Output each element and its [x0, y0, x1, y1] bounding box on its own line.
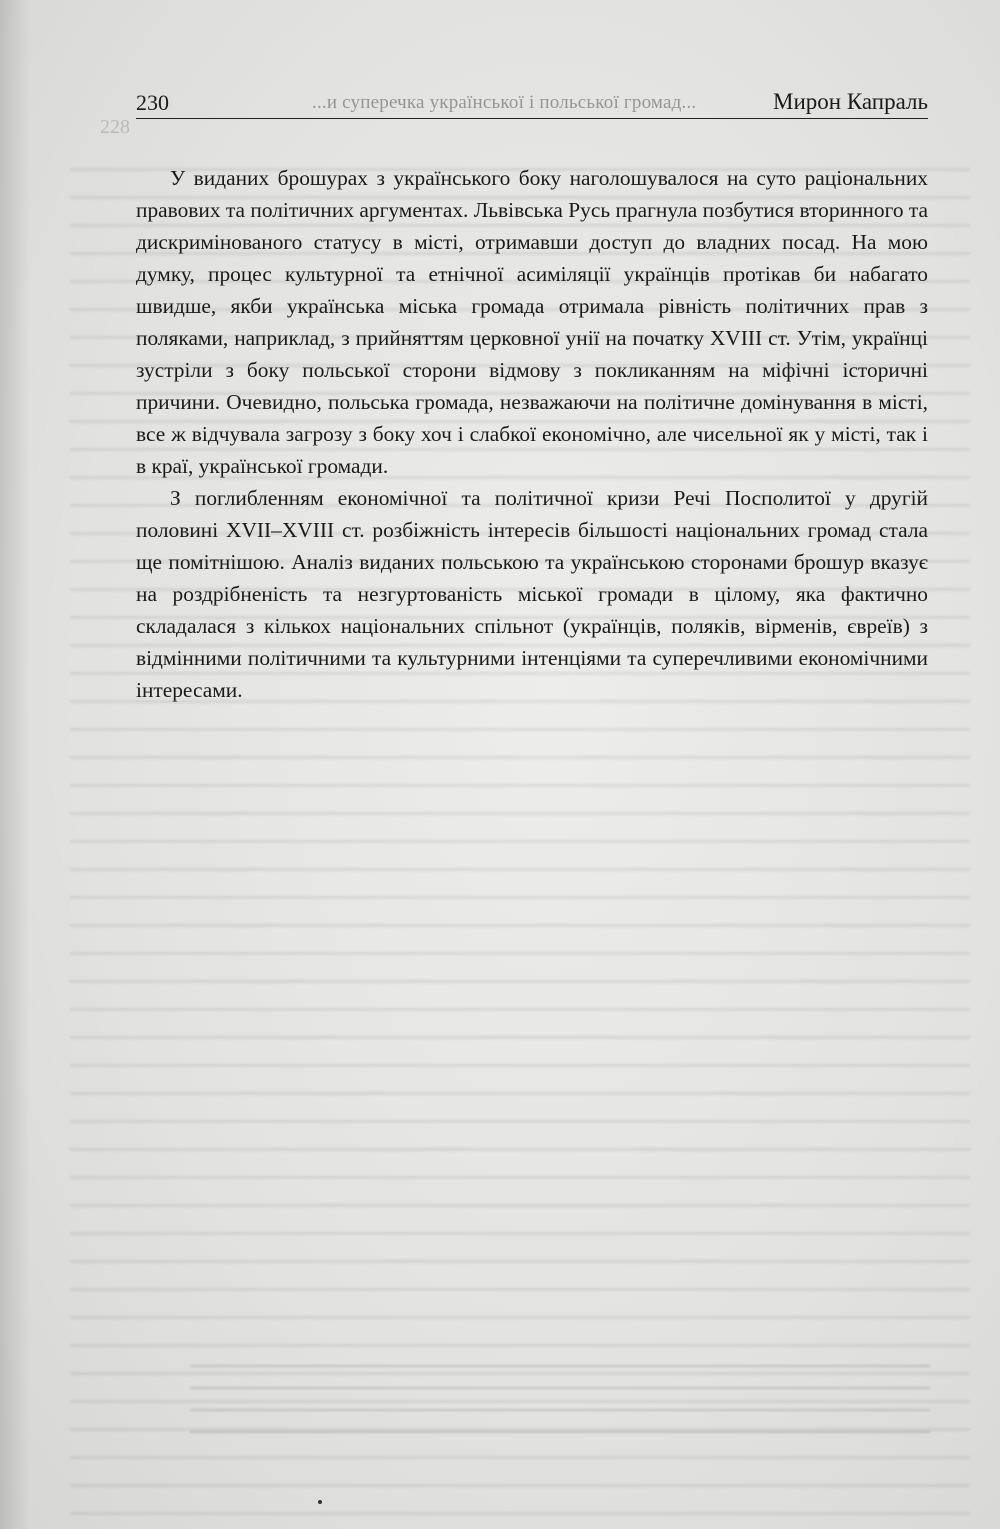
main-text: [136, 162, 928, 706]
scan-speck: [318, 1500, 322, 1504]
paragraph: З поглибленням економічної та політичної кризи Речі Посполитої у другій половині XVII–XVIII ст. розбіжність інтересів більшості національних громад стала ще помітнішою. Аналіз виданих польською та українською сторонами брошур вказує на роздрібненість та незгуртованість міської громади в цілому, яка фактично складалася з кількох національних спільнот (українців, поляків, вірменів, євреїв) з відмінними політичними та культурними інтенціями та суперечливими економічними інтересами.: [136, 486, 928, 702]
binding-shadow: [0, 0, 30, 1529]
author-name: Мирон Капраль: [773, 89, 928, 114]
bleed-through-page-number: 228: [100, 116, 130, 138]
bleed-through-footnotes: [190, 1355, 930, 1435]
running-title: ...и суперечка української і польської громад...: [312, 92, 697, 113]
page-number: 230: [136, 90, 169, 115]
running-header: [136, 86, 928, 119]
paragraph: У виданих брошурах з українського боку наголошувалося на суто раціональних правових та політичних аргументах. Львівська Русь прагнула позбутися вторинного та дискримінованого статусу в місті, отримавши доступ до владних посад. На мою думку, процес культурної та етнічної асиміляції українців протікав би набагато швидше, якби українська міська громада отримала рівність політичних прав з поляками, наприклад, з прийняттям церковної унії на початку XVIII ст. Утім, українці зустріли з боку польської сторони відмову з покликанням на міфічні історичні причини. Очевидно, польська громада, незважаючи на політичне домінування в місті, все ж відчувала загрозу з боку хоч і слабкої економічно, але чисельної як у місті, так і в краї, української громади.: [136, 166, 928, 478]
